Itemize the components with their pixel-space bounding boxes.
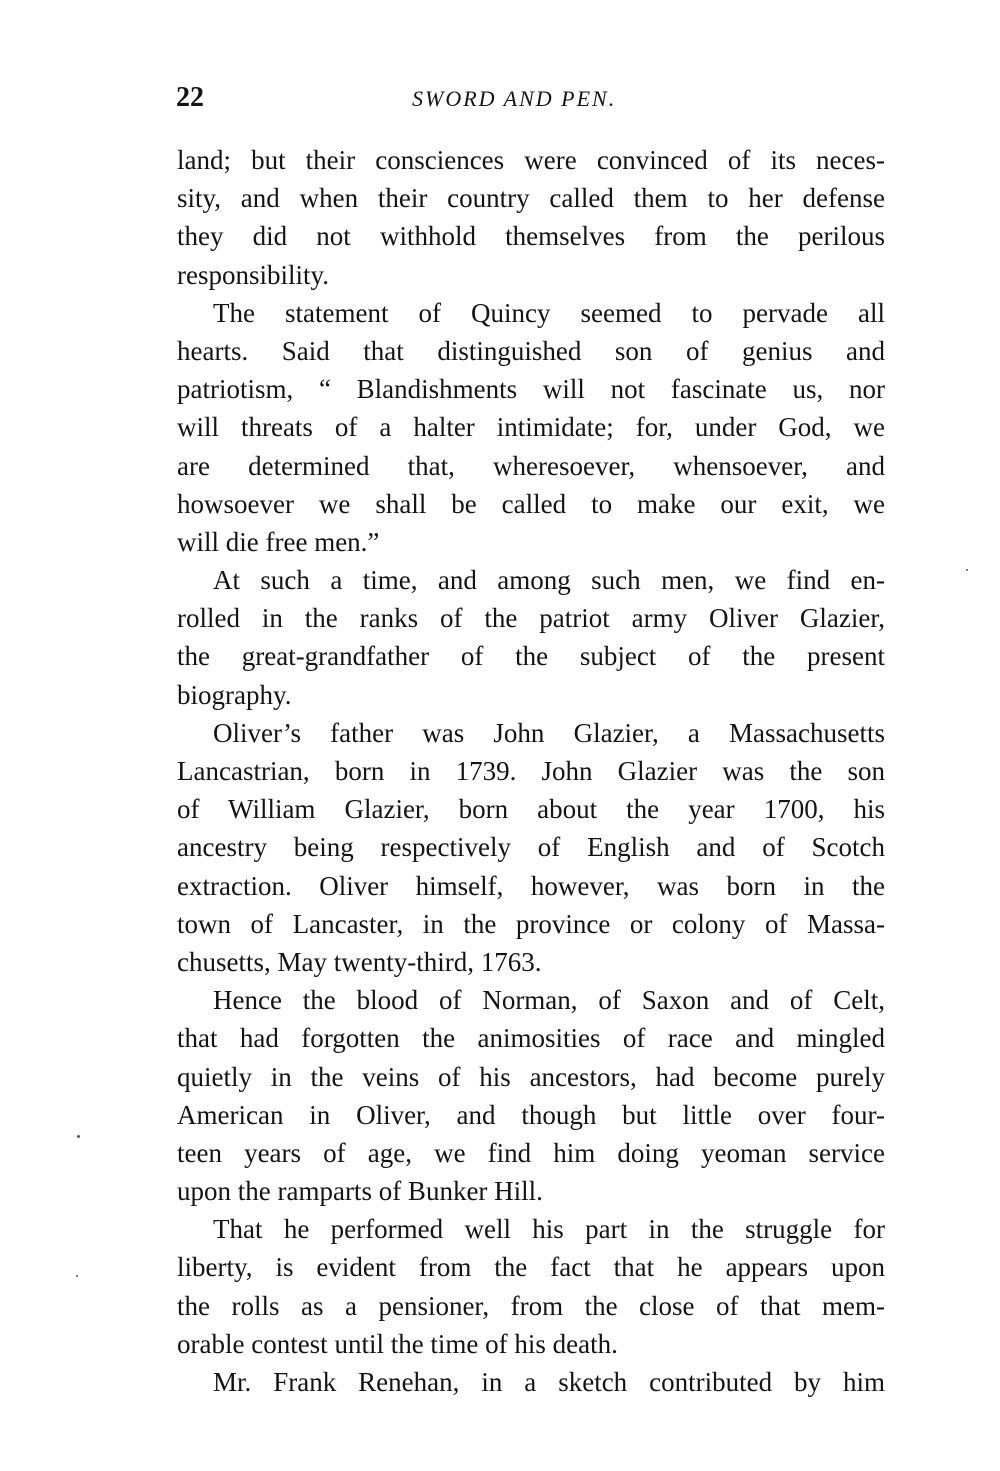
text-line: are determined that, wheresoever, whensoever, and — [177, 450, 885, 481]
scan-speck — [76, 1275, 78, 1277]
scan-speck — [77, 1135, 80, 1138]
text-line: orable contest until the time of his death. — [177, 1328, 618, 1359]
text-line: they did not withhold themselves from the perilous — [177, 221, 885, 252]
text-line: upon the ramparts of Bunker Hill. — [177, 1176, 543, 1207]
text-line: responsibility. — [177, 259, 329, 290]
text-line: rolled in the ranks of the patriot army Oliver Glazier, — [177, 603, 885, 634]
scan-speck — [966, 569, 968, 571]
text-line: Hence the blood of Norman, of Saxon and of Celt, — [213, 985, 885, 1016]
paragraph — [177, 714, 885, 981]
text-line: howsoever we shall be called to make our exit, we — [177, 488, 885, 519]
text-line: teen years of age, we find him doing yeoman service — [177, 1137, 885, 1168]
text-line: ancestry being respectively of English and of Scotch — [177, 832, 885, 863]
paragraph — [177, 294, 885, 561]
running-title: SWORD AND PEN. — [412, 86, 617, 111]
text-line: American in Oliver, and though but little over four- — [177, 1099, 885, 1130]
paragraph — [177, 981, 885, 1210]
page-header — [176, 82, 886, 116]
text-line: quietly in the veins of his ancestors, had become purely — [177, 1061, 885, 1092]
text-line: The statement of Quincy seemed to pervade all — [213, 297, 885, 328]
text-line: Mr. Frank Renehan, in a sketch contributed by him — [213, 1367, 885, 1397]
text-line: will threats of a halter intimidate; for, under God, we — [177, 412, 885, 443]
text-line: of William Glazier, born about the year 1700, his — [177, 794, 885, 825]
page-number: 22 — [176, 82, 204, 113]
text-line: sity, and when their country called them to her defense — [177, 183, 885, 214]
text-line: liberty, is evident from the fact that he appears upon — [177, 1252, 885, 1283]
text-line: chusetts, May twenty-third, 1763. — [177, 946, 542, 977]
paragraph — [177, 561, 885, 714]
body-text — [177, 141, 885, 1401]
text-line: the great-grandfather of the subject of the present — [177, 641, 885, 672]
text-line: At such a time, and among such men, we find en- — [213, 565, 885, 596]
text-line: patriotism, “ Blandishments will not fascinate us, nor — [177, 374, 885, 405]
paragraph — [177, 1363, 885, 1401]
text-line: land; but their consciences were convinced of its neces- — [177, 145, 885, 175]
paragraph — [177, 141, 885, 294]
text-line: town of Lancaster, in the province or colony of Massa- — [177, 908, 885, 939]
text-line: hearts. Said that distinguished son of genius and — [177, 335, 885, 366]
text-line: that had forgotten the animosities of race and mingled — [177, 1023, 885, 1054]
text-line: the rolls as a pensioner, from the close of that mem- — [177, 1290, 885, 1321]
text-line: Lancastrian, born in 1739. John Glazier was the son — [177, 756, 885, 786]
text-line: Oliver’s father was John Glazier, a Massachusetts — [213, 717, 885, 748]
text-line: will die free men.” — [177, 526, 380, 557]
text-line: biography. — [177, 679, 292, 710]
text-line: extraction. Oliver himself, however, was born in the — [177, 870, 885, 901]
text-line: That he performed well his part in the struggle for — [213, 1214, 885, 1245]
paragraph — [177, 1210, 885, 1363]
